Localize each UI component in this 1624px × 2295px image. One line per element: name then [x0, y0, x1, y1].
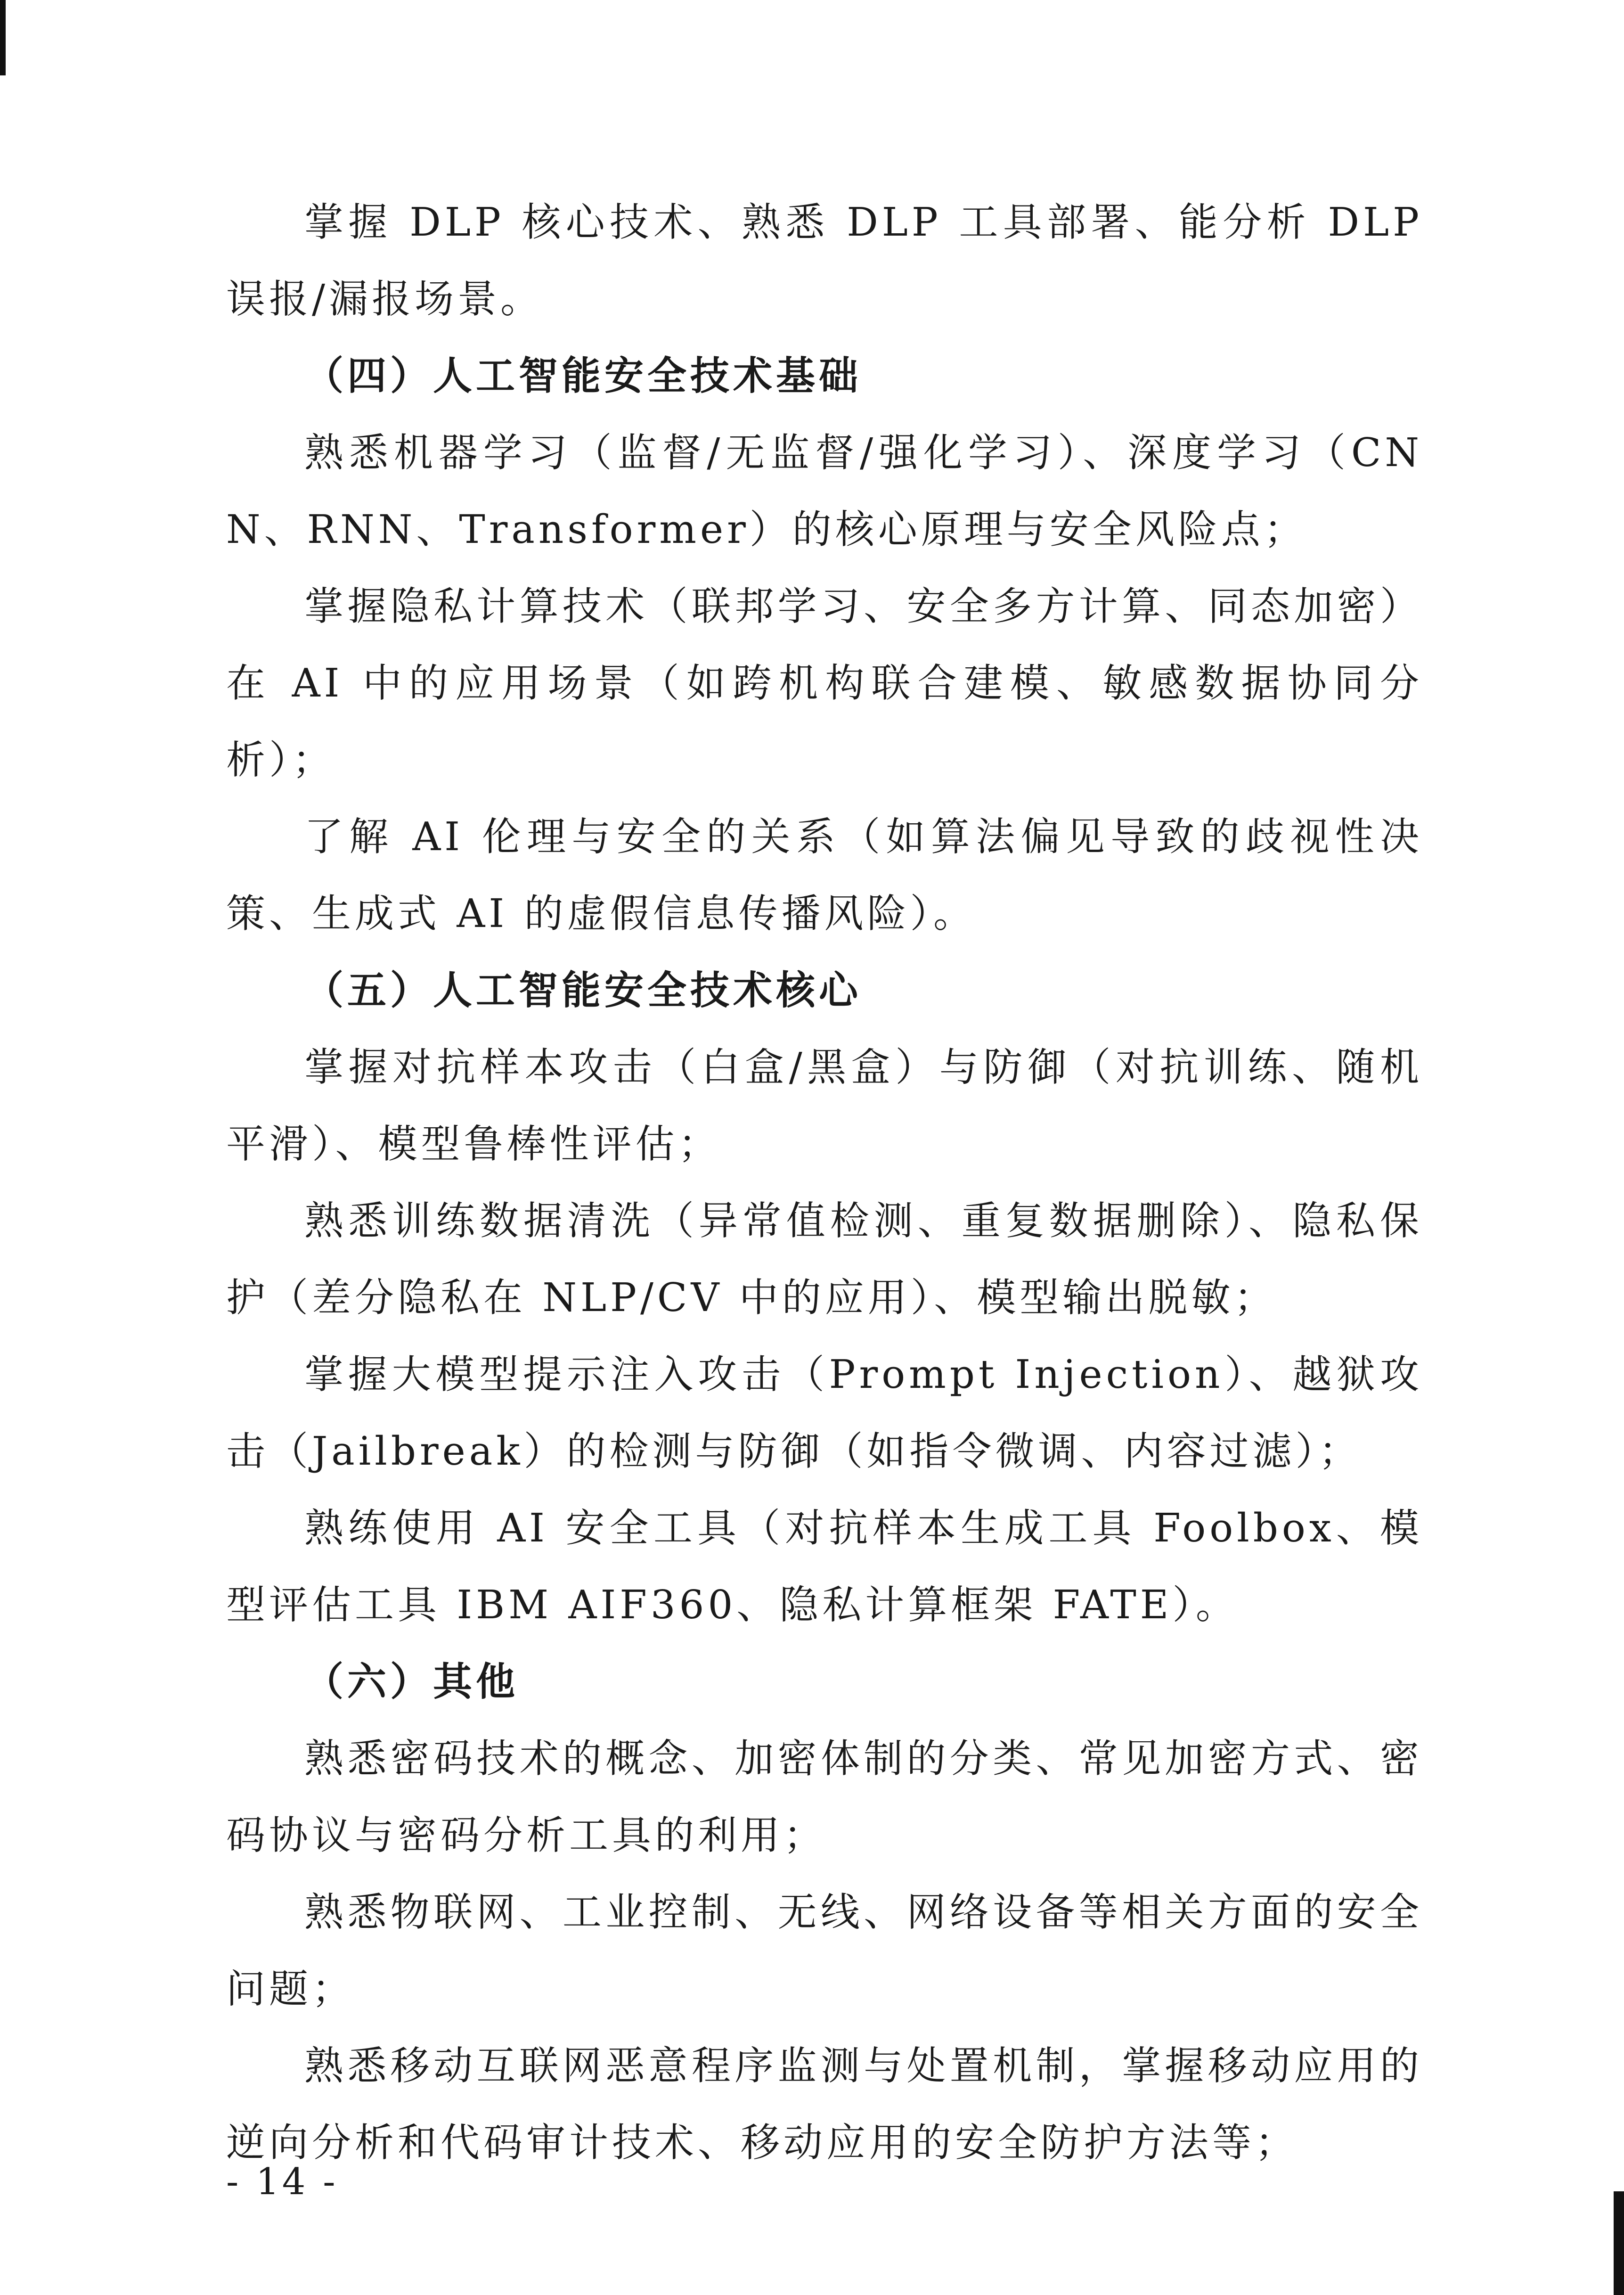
document-body	[226, 184, 1423, 2181]
page-number: - 14 -	[226, 2161, 338, 2203]
section-heading-4: （四）人工智能安全技术基础	[304, 353, 862, 399]
paragraph-adversarial: 掌握对抗样本攻击（白盒/黑盒）与防御（对抗训练、随机平滑）、模型鲁棒性评估；	[226, 1044, 1423, 1167]
section-heading-5: （五）人工智能安全技术核心	[304, 967, 862, 1013]
paragraph-iot: 熟悉物联网、工业控制、无线、网络设备等相关方面的安全问题；	[226, 1889, 1423, 2012]
paragraph-cryptography: 熟悉密码技术的概念、加密体制的分类、常见加密方式、密码协议与密码分析工具的利用；	[226, 1736, 1423, 1858]
paragraph-privacy-computing: 掌握隐私计算技术（联邦学习、安全多方计算、同态加密）在 AI 中的应用场景（如跨机构联合建模、敏感数据协同分析）；	[226, 583, 1423, 783]
section-heading-6: （六）其他	[304, 1659, 519, 1705]
scan-edge-mark	[0, 0, 6, 75]
paragraph-ml-basics: 熟悉机器学习（监督/无监督/强化学习）、深度学习（CNN、RNN、Transformer）的核心原理与安全风险点；	[226, 430, 1423, 552]
paragraph-prompt-injection: 掌握大模型提示注入攻击（Prompt Injection）、越狱攻击（Jailbreak）的检测与防御（如指令微调、内容过滤）；	[226, 1352, 1423, 1474]
paragraph-mobile: 熟悉移动互联网恶意程序监测与处置机制，掌握移动应用的逆向分析和代码审计技术、移动应用的安全防护方法等；	[226, 2043, 1423, 2165]
scan-edge-mark	[1614, 2191, 1624, 2295]
paragraph-dlp: 掌握 DLP 核心技术、熟悉 DLP 工具部署、能分析 DLP 误报/漏报场景。	[226, 199, 1423, 322]
paragraph-ai-tools: 熟练使用 AI 安全工具（对抗样本生成工具 Foolbox、模型评估工具 IBM AIF360、隐私计算框架 FATE）。	[226, 1505, 1423, 1628]
paragraph-data-cleaning: 熟悉训练数据清洗（异常值检测、重复数据删除）、隐私保护（差分隐私在 NLP/CV 中的应用）、模型输出脱敏；	[226, 1198, 1423, 1320]
paragraph-ai-ethics: 了解 AI 伦理与安全的关系（如算法偏见导致的歧视性决策、生成式 AI 的虚假信息传播风险）。	[226, 814, 1423, 936]
